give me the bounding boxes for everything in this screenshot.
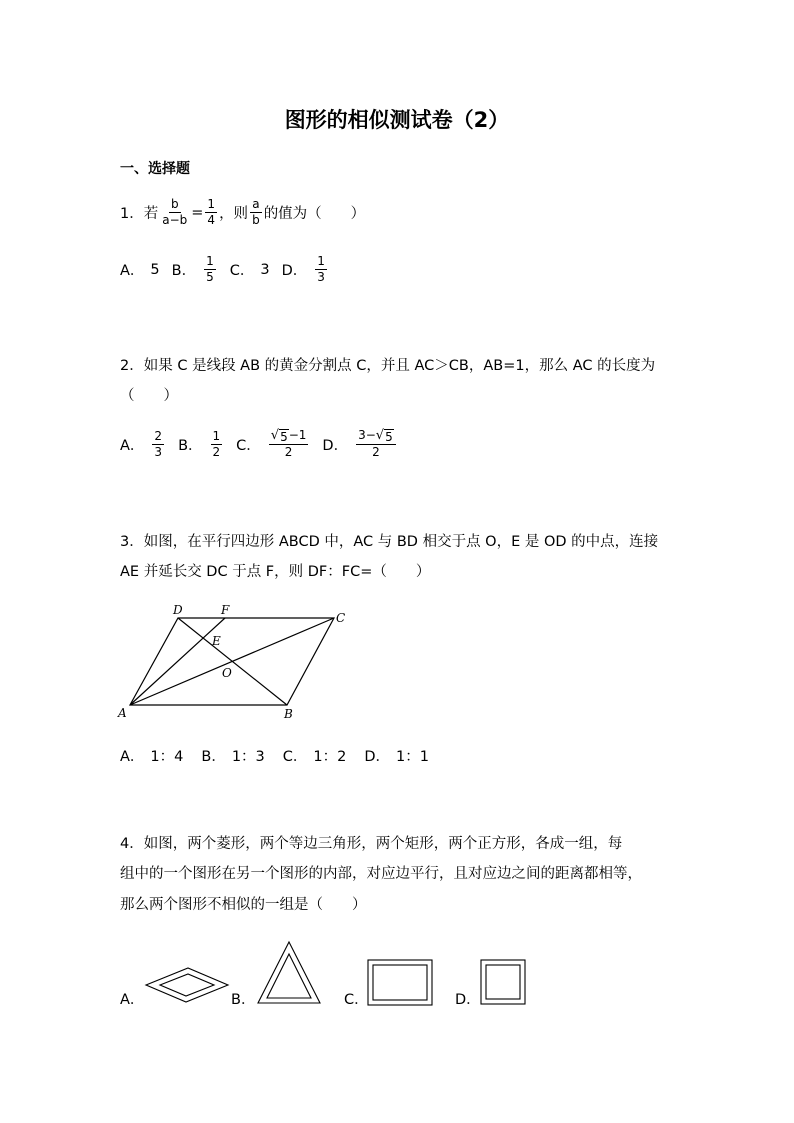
q4-option-c-label[interactable]: C． (344, 992, 369, 1008)
rhombus-pair-shape (140, 960, 236, 1010)
q2-line-2: （ ） (120, 388, 178, 404)
frac-den: 2 (284, 445, 293, 459)
frac-den: 2 (212, 444, 221, 459)
option-label: C． (229, 263, 255, 279)
label-e: E (212, 634, 221, 648)
q3-line-1: 3．如图，在平行四边形 ABCD 中，AC 与 BD 相交于点 O，E 是 OD 的中点，连接 (120, 534, 659, 550)
option-value: 1：1 (396, 749, 429, 765)
label-b: B (284, 707, 293, 721)
rectangle-pair-shape (366, 958, 434, 1008)
sqrt (376, 428, 394, 444)
q3-option-d[interactable] (364, 745, 429, 766)
frac-den: 2 (372, 445, 380, 459)
parallelogram-figure (110, 600, 360, 725)
option-label: B． (171, 263, 197, 279)
frac-num (356, 428, 396, 445)
square-pair-shape (479, 958, 529, 1008)
q3-option-b[interactable] (201, 745, 264, 766)
q1-fraction-1 (160, 197, 189, 228)
question-1 (120, 197, 365, 228)
frac-den: 3 (317, 270, 325, 284)
option-fraction (315, 254, 327, 285)
q3-option-a[interactable] (120, 745, 183, 766)
option-label: D． (322, 437, 349, 454)
q1-fraction-3 (250, 197, 262, 228)
option-fraction (211, 429, 223, 460)
label-f: F (221, 603, 230, 617)
q1-frac1-den: a−b (162, 213, 188, 227)
option-label: A． (120, 749, 145, 765)
num-rest: −1 (288, 428, 307, 442)
radicand: 5 (280, 430, 288, 444)
section-heading: 一、选择题 (120, 161, 190, 177)
q1-equals: = (191, 204, 204, 221)
q2-options (120, 428, 410, 460)
q1-frac3-den: b (252, 213, 260, 227)
q1-mid: ，则 (219, 206, 249, 222)
q1-frac2-den: 4 (207, 213, 216, 227)
q1-option-d[interactable] (282, 254, 329, 285)
q1-option-c[interactable] (230, 259, 270, 280)
frac-num: 1 (206, 254, 214, 268)
q2-option-c[interactable] (236, 428, 310, 460)
q1-option-b[interactable] (172, 254, 218, 285)
option-label: A． (120, 437, 145, 454)
option-label: C． (282, 749, 308, 765)
q1-options (120, 254, 341, 285)
option-value: 3 (260, 261, 270, 278)
option-label: D． (364, 749, 391, 765)
num-pre: 3− (358, 428, 376, 442)
q3-option-c[interactable] (283, 745, 347, 766)
page-title: 图形的相似测试卷（2） (284, 108, 510, 132)
q1-frac2-num: 1 (207, 197, 216, 211)
inner-rhombus (160, 974, 214, 996)
outer-rectangle (368, 960, 432, 1005)
option-value: 1：4 (150, 749, 184, 765)
q2-option-d[interactable] (322, 428, 397, 460)
q4-line-1: 4．如图，两个菱形，两个等边三角形，两个矩形，两个正方形，各成一组，每 (120, 836, 623, 852)
label-d: D (173, 603, 183, 617)
label-a: A (118, 706, 127, 720)
option-label: C． (236, 437, 261, 454)
option-value: 1：2 (313, 749, 347, 765)
q4-line-3: 那么两个图形不相似的一组是（ ） (120, 897, 367, 913)
outer-square (481, 960, 525, 1004)
q4-option-b-label[interactable]: B． (231, 992, 256, 1008)
radical-sign: √ (375, 428, 385, 443)
option-value: 1：3 (231, 749, 265, 765)
option-label: B． (201, 749, 226, 765)
radical-sign: √ (270, 428, 280, 443)
option-label: A． (120, 263, 145, 279)
outer-triangle (258, 942, 320, 1003)
sqrt (271, 428, 289, 444)
frac-den: 3 (154, 444, 163, 459)
q1-fraction-2 (205, 197, 217, 228)
inner-square (486, 965, 520, 999)
q1-prefix: 1．若 (120, 206, 159, 222)
frac-num: 1 (212, 428, 221, 443)
option-fraction (269, 428, 309, 460)
label-o: O (222, 666, 232, 680)
q4-option-a-label[interactable]: A． (120, 992, 145, 1008)
inner-rectangle (373, 965, 427, 1000)
q4-line-2: 组中的一个图形在另一个图形的内部，对应边平行，且对应边之间的距离都相等， (120, 866, 642, 882)
frac-den: 5 (206, 270, 214, 284)
option-fraction (152, 429, 164, 460)
triangle-pair-shape (253, 938, 325, 1008)
inner-triangle (267, 954, 311, 998)
label-c: C (336, 611, 346, 625)
frac-num: 2 (154, 428, 163, 443)
q2-option-b[interactable] (178, 429, 224, 460)
diagonal-bd (178, 618, 287, 705)
option-label: D． (281, 263, 308, 279)
q2-option-a[interactable] (120, 429, 166, 460)
q1-option-a[interactable] (120, 259, 160, 280)
option-fraction (356, 428, 396, 460)
option-fraction (204, 254, 216, 285)
outer-rhombus (146, 968, 228, 1002)
q2-line-1: 2．如果 C 是线段 AB 的黄金分割点 C，并且 AC＞CB，AB=1，那么 AC 的长度为 (120, 358, 656, 374)
option-label: B． (178, 437, 203, 454)
q4-option-d-label[interactable]: D． (455, 992, 481, 1008)
q3-options (120, 745, 441, 766)
q3-line-2: AE 并延长交 DC 于点 F，则 DF：FC=（ ） (120, 564, 431, 580)
option-value: 5 (150, 261, 160, 278)
segment-af (130, 618, 225, 705)
q1-suffix: 的值为（ ） (263, 206, 366, 222)
radicand: 5 (385, 430, 393, 444)
frac-num: 1 (317, 254, 325, 268)
q1-frac3-num: a (252, 197, 260, 211)
frac-num (269, 428, 309, 445)
q1-frac1-num: b (170, 197, 179, 211)
